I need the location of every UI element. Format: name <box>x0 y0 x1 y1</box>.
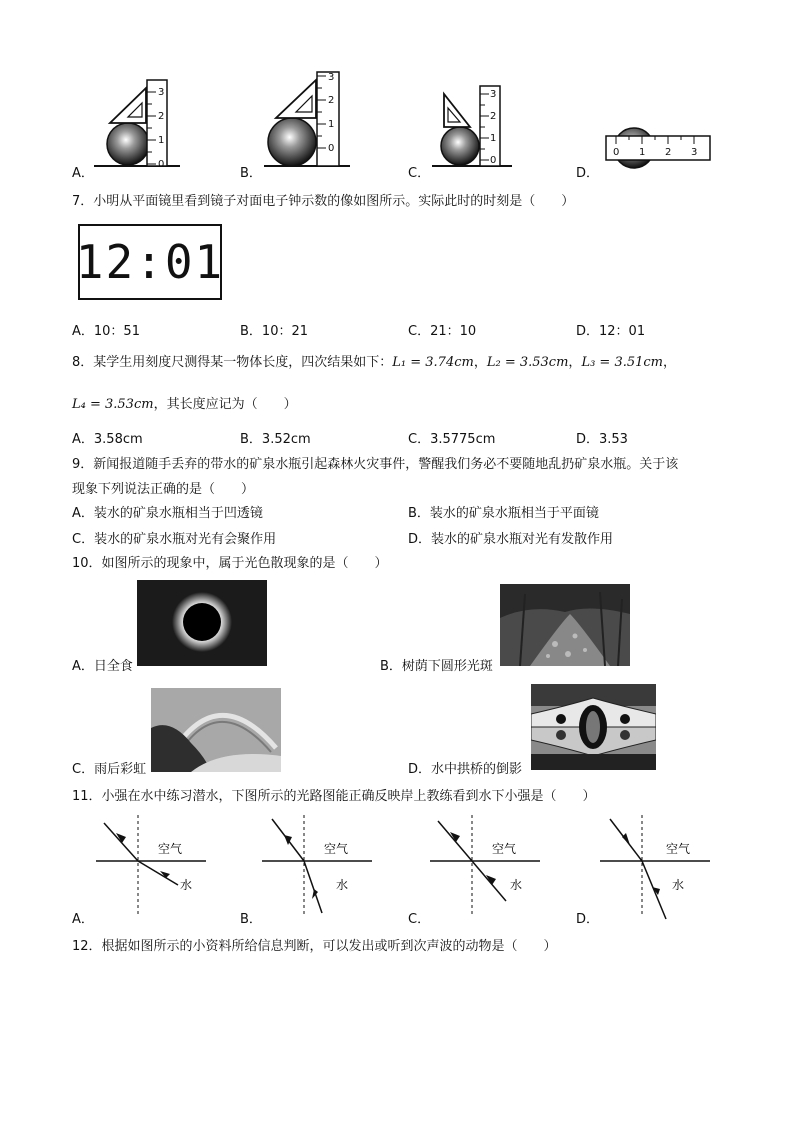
ruler-tick-label: 3 <box>691 147 698 158</box>
rainbow-photo <box>151 688 281 772</box>
ruler-tick-label: 2 <box>158 111 165 122</box>
eclipse-photo <box>137 580 267 666</box>
ruler-tick-label: 0 <box>490 155 497 166</box>
q9-stem-line2: 现象下列说法正确的是（ ） <box>72 482 255 497</box>
q11-diagram-c <box>430 815 540 915</box>
water-label: 水 <box>336 878 349 892</box>
q11-option-d[interactable]: D． <box>576 912 600 927</box>
q6-figure-a <box>92 74 182 174</box>
q6-figure-b <box>262 68 352 172</box>
q6-figure-c <box>430 82 514 174</box>
ruler-tick-label: 3 <box>490 89 497 100</box>
q8-l3: L₃ = 3.51cm <box>581 355 663 370</box>
q8-option-d[interactable]: D．3.53 <box>576 432 628 447</box>
air-label: 空气 <box>666 842 691 856</box>
ruler-tick-label: 1 <box>158 135 165 146</box>
clock-display: 12:01 <box>75 235 225 289</box>
water-label: 水 <box>510 878 523 892</box>
ruler-tick-label: 0 <box>158 159 165 170</box>
q9-option-d[interactable]: D．装水的矿泉水瓶对光有发散作用 <box>408 532 614 547</box>
bridge-reflection-photo <box>531 684 656 770</box>
q11-option-a[interactable]: A． <box>72 912 94 927</box>
q8-option-a[interactable]: A．3.58cm <box>72 432 143 447</box>
water-label: 水 <box>672 878 685 892</box>
mirror-clock <box>75 224 225 300</box>
q10-stem: 10．如图所示的现象中，属于光色散现象的是（ ） <box>72 556 388 571</box>
ruler-tick-label: 3 <box>158 87 165 98</box>
q11-option-c[interactable]: C． <box>408 912 431 927</box>
q8-l1: L₁ = 3.74cm <box>392 355 474 370</box>
q9-option-a[interactable]: A．装水的矿泉水瓶相当于凹透镜 <box>72 506 263 521</box>
ruler-tick-label: 3 <box>328 72 335 83</box>
ruler-tick-label: 0 <box>328 143 335 154</box>
ruler-tick-label: 2 <box>490 111 497 122</box>
air-label: 空气 <box>324 842 349 856</box>
q10-option-d[interactable]: D．水中拱桥的倒影 <box>408 758 522 777</box>
air-label: 空气 <box>158 842 183 856</box>
air-label: 空气 <box>492 842 517 856</box>
q8-l4: L₄ = 3.53cm <box>72 397 154 412</box>
q6-option-d[interactable]: D． <box>576 166 600 181</box>
q8-option-c[interactable]: C．3.5775cm <box>408 432 496 447</box>
q9-stem-line1: 9．新闻报道随手丢弃的带水的矿泉水瓶引起森林火灾事件，警醒我们务必不要随地乱扔矿泉水瓶。关于该 <box>72 457 679 472</box>
q11-diagram-a <box>96 815 206 915</box>
ruler-tick-label: 2 <box>665 147 672 158</box>
q6-figure-d <box>604 126 712 172</box>
q7-option-d[interactable]: D．12：01 <box>576 324 646 339</box>
q7-option-c[interactable]: C．21：10 <box>408 324 477 339</box>
q7-option-b[interactable]: B．10：21 <box>240 324 309 339</box>
q11-diagram-d <box>600 815 710 915</box>
q10-option-a[interactable]: A．日全食 <box>72 655 133 674</box>
ruler-tick-label: 0 <box>613 147 620 158</box>
q8-stem-line2 <box>72 393 297 412</box>
tree-shade-photo <box>500 584 630 666</box>
q8-stem-line1: 8．某学生用刻度尺测得某一物体长度，四次结果如下：L₁ = 3.74cm，L₂ = 3.53cm，L₃ = 3.51cm， <box>72 355 677 370</box>
q6-option-c[interactable]: C． <box>408 166 431 181</box>
water-label: 水 <box>180 878 193 892</box>
ruler-tick-label: 1 <box>328 119 335 130</box>
q8-option-b[interactable]: B．3.52cm <box>240 432 311 447</box>
q11-diagram-b <box>262 815 372 915</box>
ruler-tick-label: 1 <box>639 147 646 158</box>
q6-option-a[interactable]: A． <box>72 166 94 181</box>
q10-option-c[interactable]: C．雨后彩虹 <box>72 758 146 777</box>
q7-option-a[interactable]: A．10：51 <box>72 324 140 339</box>
q10-option-b[interactable]: B．树荫下圆形光斑 <box>380 655 493 674</box>
q11-stem: 11．小强在水中练习潜水，下图所示的光路图能正确反映岸上教练看到水下小强是（ ） <box>72 789 596 804</box>
q8-stem-suffix: ，其长度应记为（ ） <box>153 397 297 412</box>
q7-stem: 7．小明从平面镜里看到镜子对面电子钟示数的像如图所示。实际此时的时刻是（ ） <box>72 194 575 209</box>
q6-option-b[interactable]: B． <box>240 166 262 181</box>
q11-option-b[interactable]: B． <box>240 912 262 927</box>
q9-option-c[interactable]: C．装水的矿泉水瓶对光有会聚作用 <box>72 532 277 547</box>
q9-option-b[interactable]: B．装水的矿泉水瓶相当于平面镜 <box>408 506 599 521</box>
ruler-tick-label: 1 <box>490 133 497 144</box>
q8-stem-prefix: 8．某学生用刻度尺测得某一物体长度，四次结果如下： <box>72 355 393 370</box>
q8-l2: L₂ = 3.53cm <box>486 355 569 370</box>
q12-stem: 12．根据如图所示的小资料所给信息判断，可以发出或听到次声波的动物是（ ） <box>72 939 557 954</box>
ruler-tick-label: 2 <box>328 95 335 106</box>
